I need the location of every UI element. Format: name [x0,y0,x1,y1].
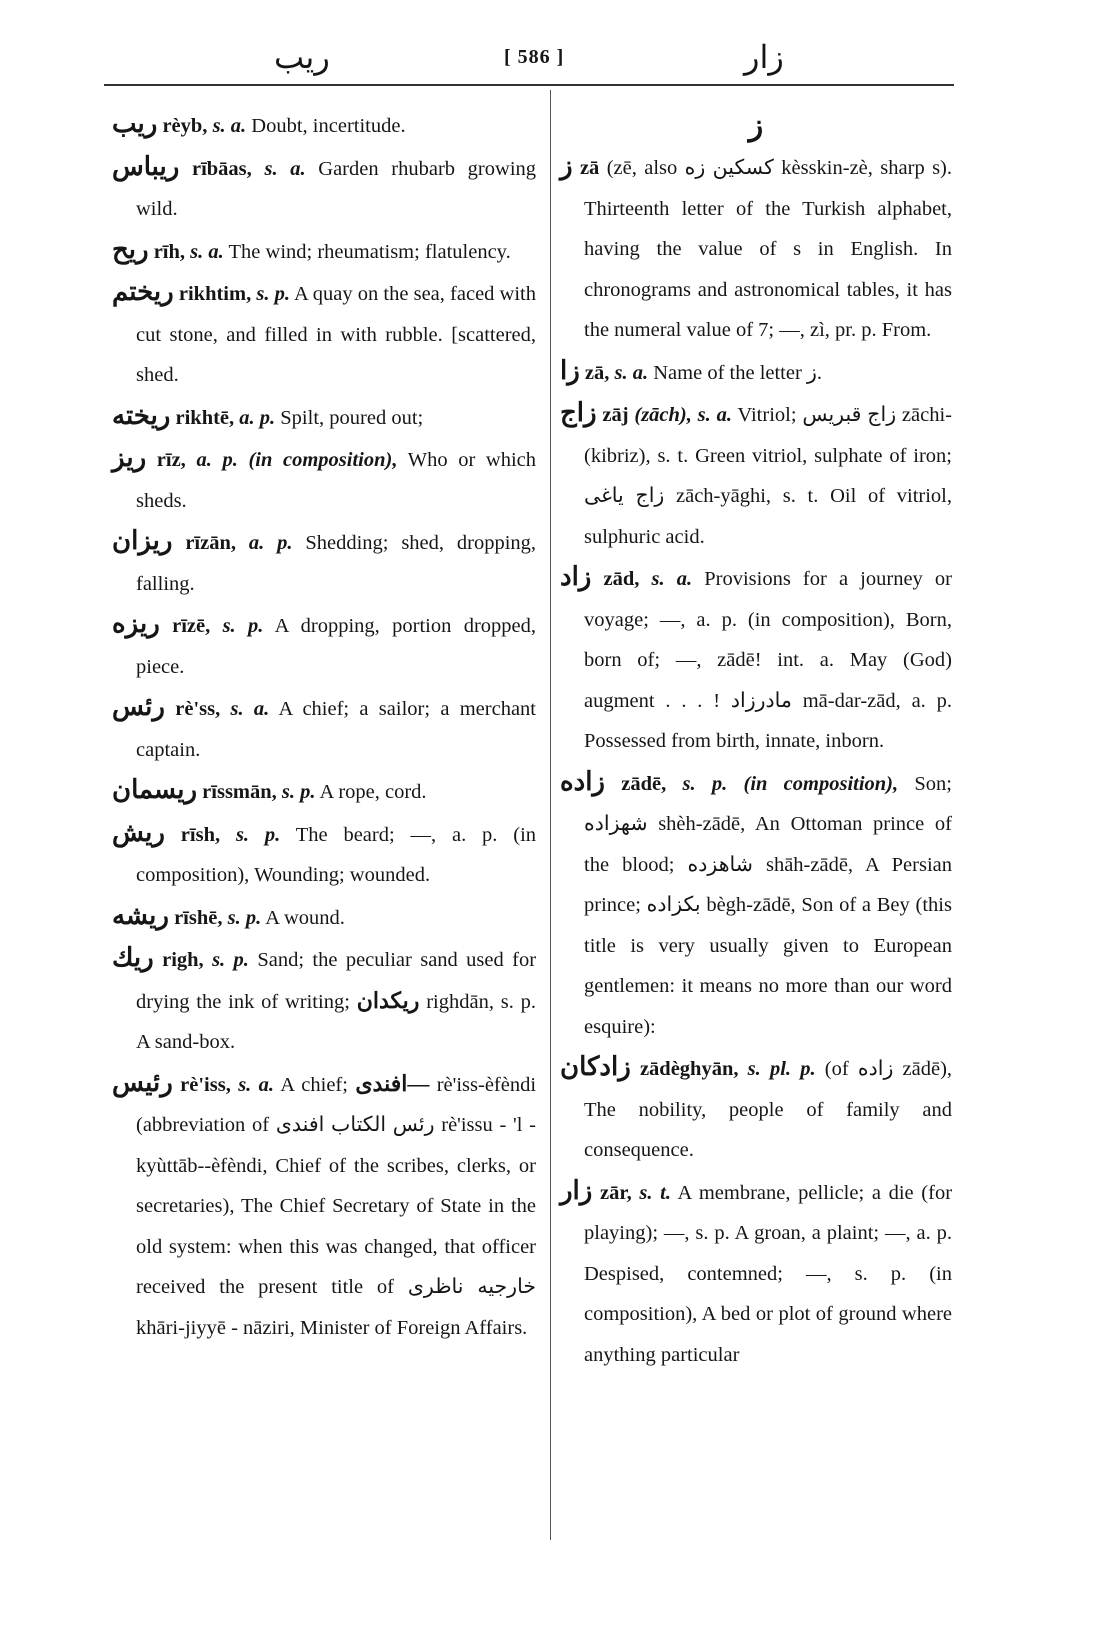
left-column [112,104,536,1348]
right-column [560,104,952,1375]
header-left-word: ريب [274,39,330,75]
dictionary-entry: ريسمان rīssmān, s. p. A rope, cord. [112,775,427,804]
section-letter: ز [748,109,764,142]
dictionary-entry: زاج zāj (zāch), s. a. Vitriol; زاج قبريس zāchi-(kibriz), s. t. Green vitriol, sulphate of iron; زاج ياغى zāch-yāghi, s. t. Oil of vitriol, sulphuric acid. [560,398,952,548]
dictionary-entry: ز zā (zē, also كسكين زه kèsskin-zè, sharp s). Thirteenth letter of the Turkish alphabet, having the value of s in English. In chronograms and astronomical tables, it has the numeral value of 7; —, zì, pr. p. From. [560,151,953,341]
dictionary-entry: رئس rè'ss, s. a. A chief; a sailor; a merchant captain. [112,692,537,761]
dictionary-entry: رئيس rè'iss, s. a. A chief; —افندى rè'iss-èfèndi (abbreviation of رئس الكتاب افندى rè'issu - 'l - kyùttāb--èfèndi, Chief of the scribes, clerks, or secretaries), The Chief Secretary of State in the old system: when this was changed, that officer received the present title of خارجيه ناظرى khāri-jiyyē - nāziri, Minister of Foreign Affairs. [112,1067,537,1339]
dictionary-entry: ريزه rīzē, s. p. A dropping, portion dropped, piece. [112,609,536,678]
dictionary-entry: ريك righ, s. p. Sand; the peculiar sand used for drying the ink of writing; ريكدان righdān, s. p. A sand-box. [112,943,537,1053]
dictionary-entry: ريز rīz, a. p. (in composition), Who or which sheds. [112,443,537,512]
dictionary-entry: ريخته rikhtē, a. p. Spilt, poured out; [112,400,424,430]
column-divider [550,90,551,1540]
dictionary-entry: زاده zādē, s. p. (in composition), Son; شهزاده shèh-zādē, An Ottoman prince of the blood; شاهزده shāh-zādē, A Persian prince; بكزاده bègh-zādē, Son of a Bey (this title is very usually given to European gentlemen: it means no more than our word esquire): [560,766,953,1038]
page-header [104,38,954,84]
page-number: [ 586 ] [504,46,565,68]
header-right-word: زار [744,39,784,75]
dictionary-entry: ريح rīh, s. a. The wind; rheumatism; flatulency. [112,234,511,264]
dictionary-entry: ريزان rīzān, a. p. Shedding; shed, dropping, falling. [112,526,537,595]
dictionary-entry: ريش rīsh, s. p. The beard; —, a. p. (in composition), Wounding; wounded. [112,817,537,886]
dictionary-entry: زادكان zādèghyān, s. pl. p. (of زاده zādē), The nobility, people of family and consequence. [560,1052,953,1161]
dictionary-entry: زا zā, s. a. Name of the letter ز. [560,355,822,385]
dictionary-entry: زار zār, s. t. A membrane, pellicle; a die (for playing); —, s. p. A groan, a plaint; —, a. p. Despised, contemned; —, s. p. (in composition), A bed or plot of ground where anything particular [560,1175,953,1366]
dictionary-entry: ريختم rikhtim, s. p. A quay on the sea, faced with cut stone, and filled in with rubble. [scattered, shed. [112,277,537,386]
dictionary-entry: ريباس rībāas, s. a. Garden rhubarb growing wild. [112,151,537,220]
header-rule [104,84,954,86]
dictionary-entry: ريشه rīshē, s. p. A wound. [112,900,345,930]
dictionary-entry: زاد zād, s. a. Provisions for a journey or voyage; —, a. p. (in composition), Born, born of; —, zādē! int. a. May (God) augment . . . ! مادرزاد mā-dar-zād, a. p. Possessed from birth, innate, inborn. [560,562,952,752]
dictionary-entry: ريب rèyb, s. a. Doubt, incertitude. [112,109,406,138]
